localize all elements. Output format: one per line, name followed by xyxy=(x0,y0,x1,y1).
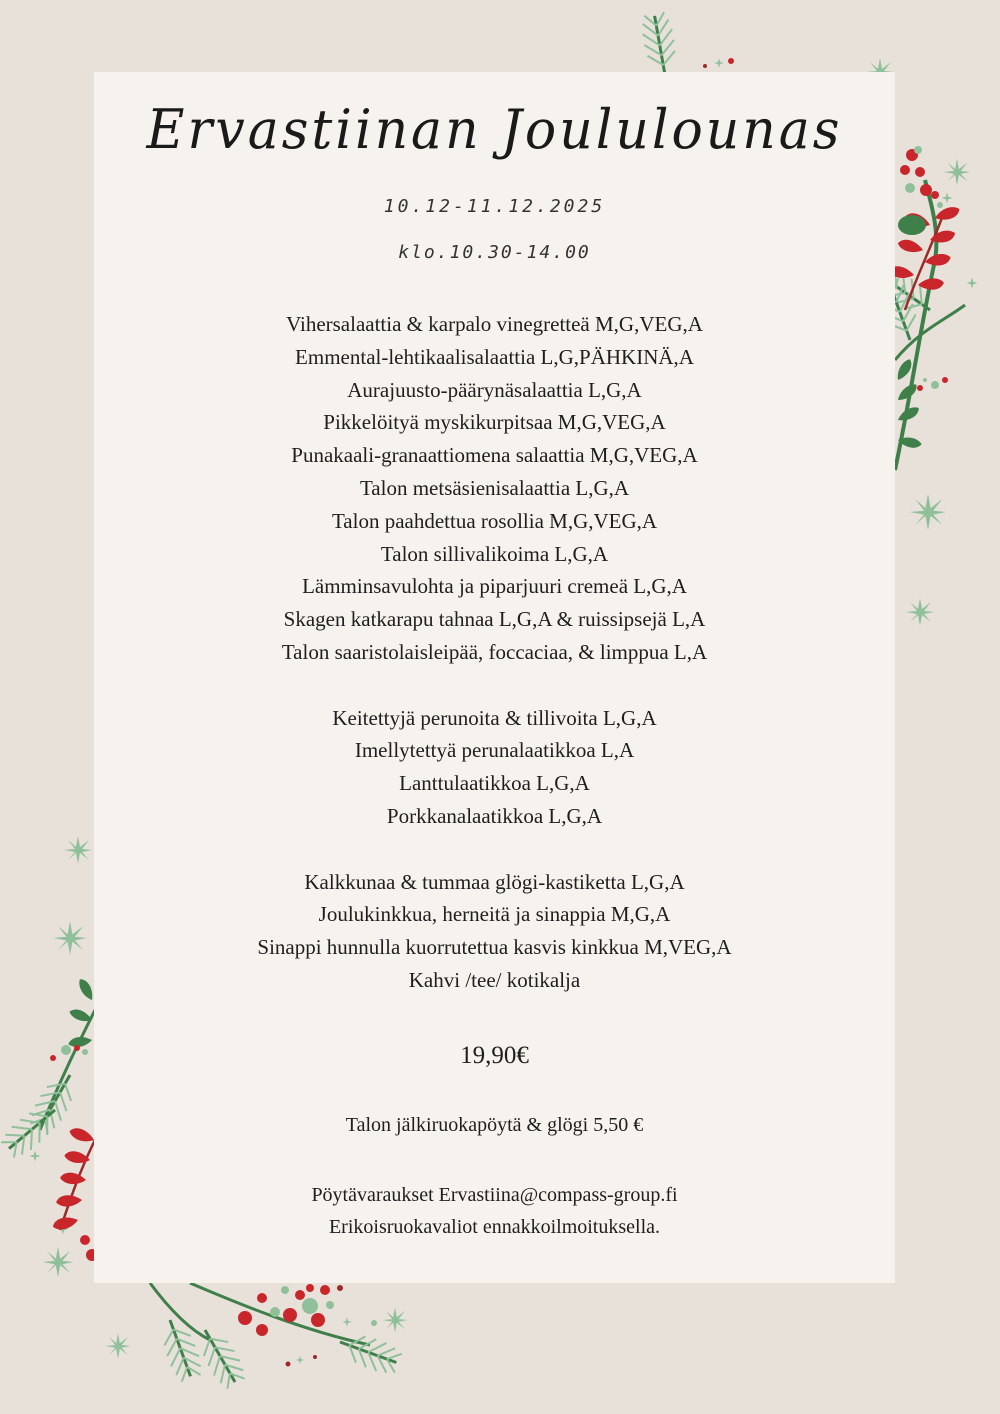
menu-item: Imellytettyä perunalaatikkoa L,A xyxy=(354,738,635,763)
left-branch xyxy=(0,977,98,1261)
menu-item: Lämminsavulohta ja piparjuuri cremeä L,G,A xyxy=(302,574,687,599)
date-range: 10.12-11.12.2025 xyxy=(383,196,606,217)
menu-list xyxy=(94,308,895,997)
serving-hours: klo.10.30-14.00 xyxy=(398,242,591,263)
menu-item: Sinappi hunnulla kuorrutettua kasvis kinkkua M,VEG,A xyxy=(257,935,732,960)
bottom-branch xyxy=(150,1283,403,1391)
menu-item: Skagen katkarapu tahnaa L,G,A & ruissipsejä L,A xyxy=(283,607,706,632)
menu-item: Talon metsäsienisalaattia L,G,A xyxy=(359,475,630,500)
menu-item: Porkkanalaatikkoa L,G,A xyxy=(386,803,603,828)
menu-item: Keitettyjä perunoita & tillivoita L,G,A xyxy=(332,705,657,730)
section-spacer xyxy=(94,669,895,702)
page-title: Ervastiinan Joululounas xyxy=(146,98,843,162)
menu-item: Emmental-lehtikaalisalaattia L,G,PÄHKINÄ,A xyxy=(295,344,694,369)
menu-item: Lanttulaatikkoa L,G,A xyxy=(399,771,590,796)
menu-item: Joulukinkkua, herneitä ja sinappia M,G,A xyxy=(318,902,671,927)
menu-item: Vihersalaattia & karpalo vinegretteä M,G,VEG,A xyxy=(286,312,703,336)
dessert-offer: Talon jälkiruokapöytä & glögi 5,50 € xyxy=(345,1114,644,1136)
reservation-email: Pöytävaraukset Ervastiina@compass-group.fi xyxy=(311,1184,678,1206)
top-pine-sprig xyxy=(639,11,679,77)
contact-info xyxy=(94,1179,895,1243)
menu-item: Talon paahdettua rosollia M,G,VEG,A xyxy=(331,508,658,533)
menu-item: Talon sillivalikoima L,G,A xyxy=(380,541,609,566)
lunch-price: 19,90€ xyxy=(460,1042,529,1069)
menu-item: Kalkkunaa & tummaa glögi-kastiketta L,G,A xyxy=(304,869,685,894)
special-diets-note: Erikoisruokavaliot ennakkoilmoituksella. xyxy=(328,1216,661,1238)
menu-item: Aurajuusto-päärynäsalaattia L,G,A xyxy=(347,377,642,402)
menu-item: Punakaali-granaattiomena salaattia M,G,VEG,A xyxy=(291,443,698,468)
section-spacer xyxy=(94,833,895,866)
menu-item: Talon saaristolaisleipää, foccaciaa, & limppua L,A xyxy=(281,639,708,664)
menu-content xyxy=(94,72,895,1283)
menu-item: Pikkelöityä myskikurpitsaa M,G,VEG,A xyxy=(323,410,666,435)
menu-item: Kahvi /tee/ kotikalja xyxy=(408,967,581,992)
